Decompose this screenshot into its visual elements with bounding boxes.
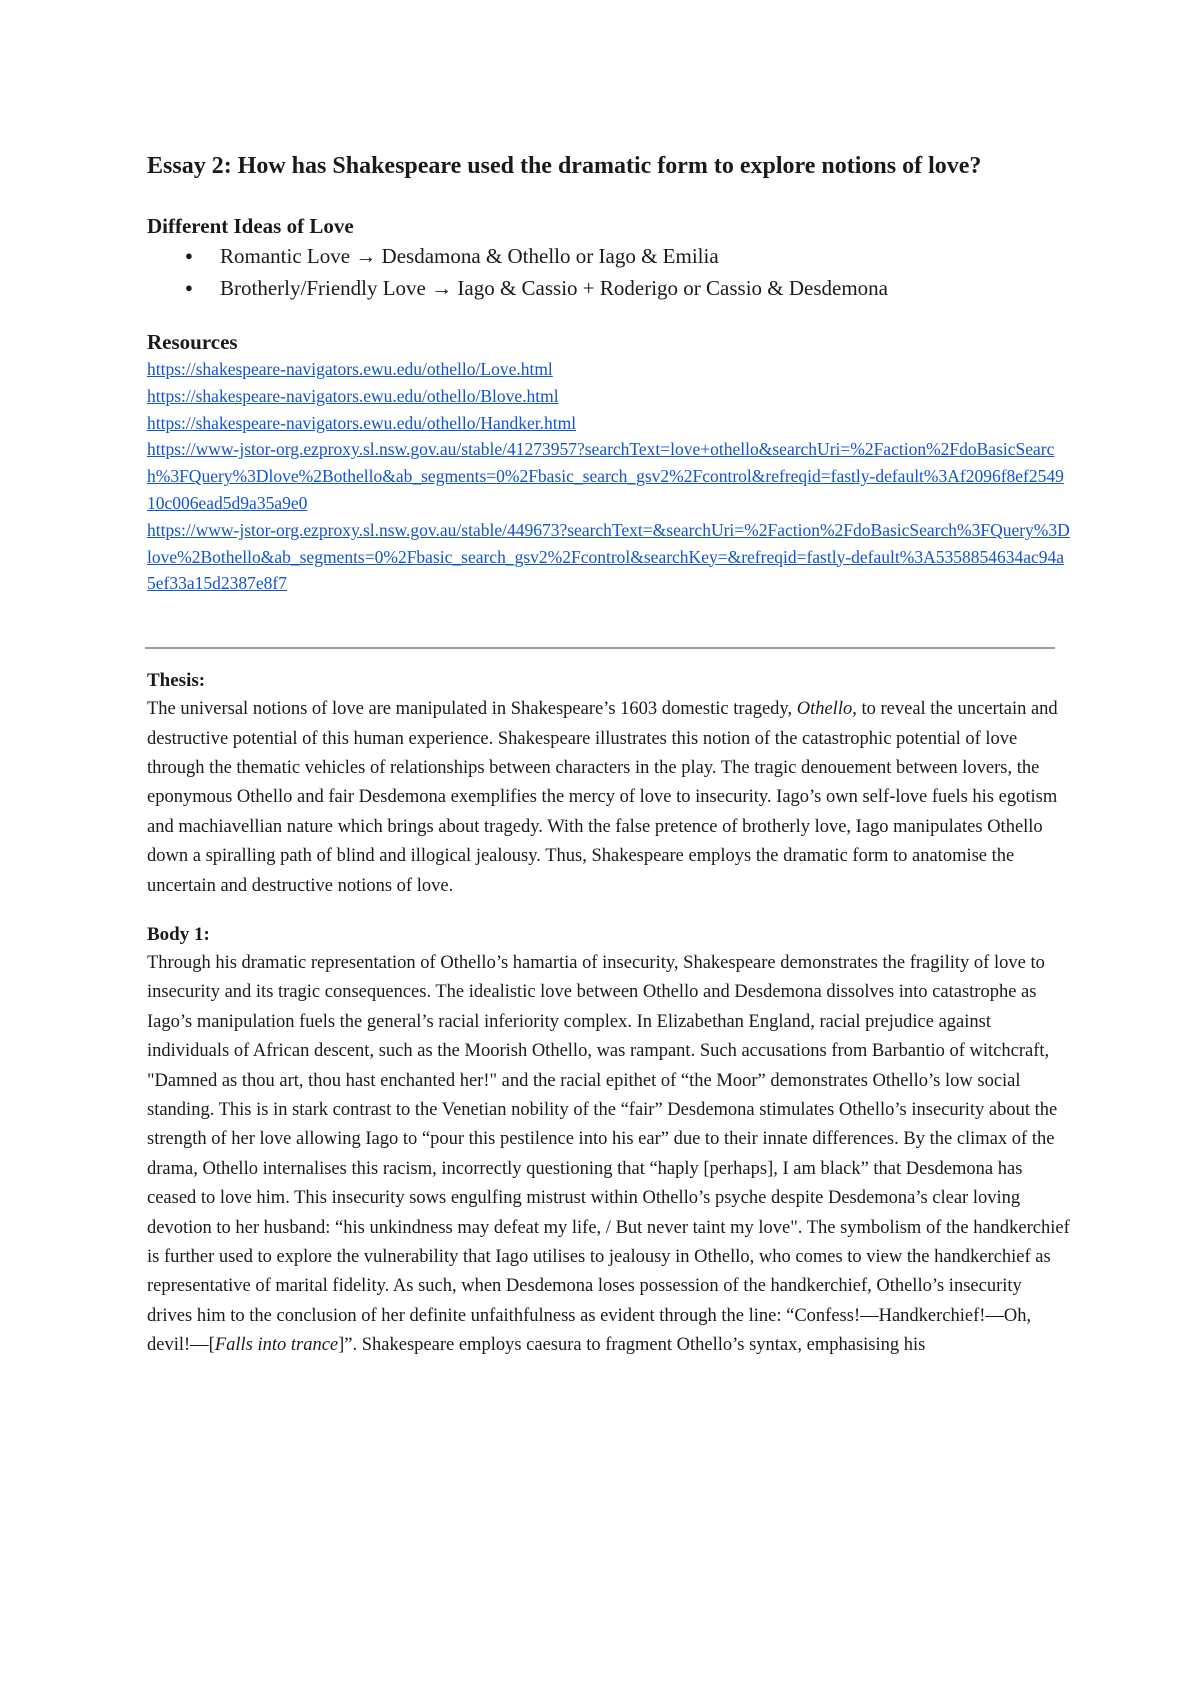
resource-links [147, 356, 1070, 597]
body1-text-start: Through his dramatic representation of Othello’s hamartia of insecurity, Shakespeare demonstrates the fragility of love to insecurity and its tragic consequences. The idealistic love between Othello and Desdemona dissolves into catastrophe as Iago’s manipulation fuels the general’s racial inferiority complex. In Elizabethan England, racial prejudice against individuals of African descent, such as the Moorish Othello, was rampant. Such accusations from Barbantio of witchcraft, "Damned as thou art, thou hast enchanted her!" and the racial epithet of “the Moor” demonstrates Othello’s low social standing. This is in stark contrast to the Venetian nobility of the “fair” Desdemona stimulates Othello’s insecurity about the strength of her love allowing Iago to “pour this pestilence into his ear” due to their innate differences. By the climax of the drama, Othello internalises this racism, incorrectly questioning that “haply [perhaps], I am black” that Desdemona has ceased to love him. This insecurity sows engulfing mistrust within Othello’s psyche despite Desdemona’s clear loving devotion to her husband: “his unkindness may defeat my life, / But never taint my love". The symbolism of the handkerchief is further used to explore the vulnerability that Iago utilises to jealousy in Othello, who comes to view the handkerchief as representative of marital fidelity. As such, when Desdemona loses possession of the handkerchief, Othello’s insecurity drives him to the conclusion of her definite unfaithfulness as evident through the line: “Confess!—Handkerchief!—Oh, devil!—[ [147, 953, 1070, 1356]
resource-link[interactable]: https://shakespeare-navigators.ewu.edu/othello/Blove.html [147, 385, 559, 406]
resource-link[interactable]: https://shakespeare-navigators.ewu.edu/othello/Love.html [147, 359, 553, 379]
ideas-heading: Different Ideas of Love [147, 214, 354, 238]
list-item: ● Romantic Love → Desdamona & Othello or Iago & Emilia [147, 240, 1070, 272]
body1-label: Body 1: [147, 924, 210, 946]
resource-link[interactable]: https://www-jstor-org.ezproxy.sl.nsw.gov.au/stable/41273957?searchText=love+othello&searchUri=%2Faction%2FdoBasicSearch%3FQuery%3Dlove%2Bothello&ab_segments=0%2Fbasic_search_gsv2%2Fcontrol&refreqid=fastly-default%3Af2096f8ef254910c006ead5d9a35a9e0 [147, 439, 1064, 513]
resource-link[interactable]: https://www-jstor-org.ezproxy.sl.nsw.gov.au/stable/449673?searchText=&searchUri=%2Faction%2FdoBasicSearch%3FQuery%3Dlove%2Bothello&ab_segments=0%2Fbasic_search_gsv2%2Fcontrol&searchKey=&refreqid=fastly-default%3A5358854634ac94a5ef33a15d2387e8f7 [147, 519, 1070, 594]
body1-text-end: ]”. Shakespeare employs caesura to fragment Othello’s syntax, emphasising his [338, 1335, 926, 1356]
body1-paragraph [147, 949, 1070, 1361]
thesis-label: Thesis: [147, 670, 206, 692]
play-title-italic: Othello [796, 699, 853, 720]
stage-direction-italic: Falls into trance [214, 1335, 339, 1356]
thesis-text-end: , to reveal the uncertain and destructive potential of this human experience. Shakespeare illustrates this notion of the catastrophic potential of love through the thematic vehicles of relationships between characters in the play. The tragic denouement between lovers, the eponymous Othello and fair Desdemona exemplifies the mercy of love to insecurity. Iago’s own self-love fuels his egotism and machiavellian nature which brings about tragedy. With the false pretence of brotherly love, Iago manipulates Othello down a spiralling path of blind and illogical jealousy. Thus, Shakespeare employs the dramatic form to anatomise the uncertain and destructive notions of love. [147, 699, 1058, 896]
list-item: ● Brotherly/Friendly Love → Iago & Cassio + Roderigo or Cassio & Desdemona [147, 272, 1070, 304]
resources-heading: Resources [147, 330, 238, 354]
thesis-text-start: The universal notions of love are manipulated in Shakespeare’s 1603 domestic tragedy, [147, 699, 797, 720]
essay-title: Essay 2: How has Shakespeare used the dramatic form to explore notions of love? [147, 153, 982, 179]
horizontal-divider [145, 647, 1055, 649]
resource-link[interactable]: https://shakespeare-navigators.ewu.edu/othello/Handker.html [147, 412, 577, 433]
thesis-paragraph [147, 695, 1070, 901]
ideas-list [147, 240, 1070, 304]
